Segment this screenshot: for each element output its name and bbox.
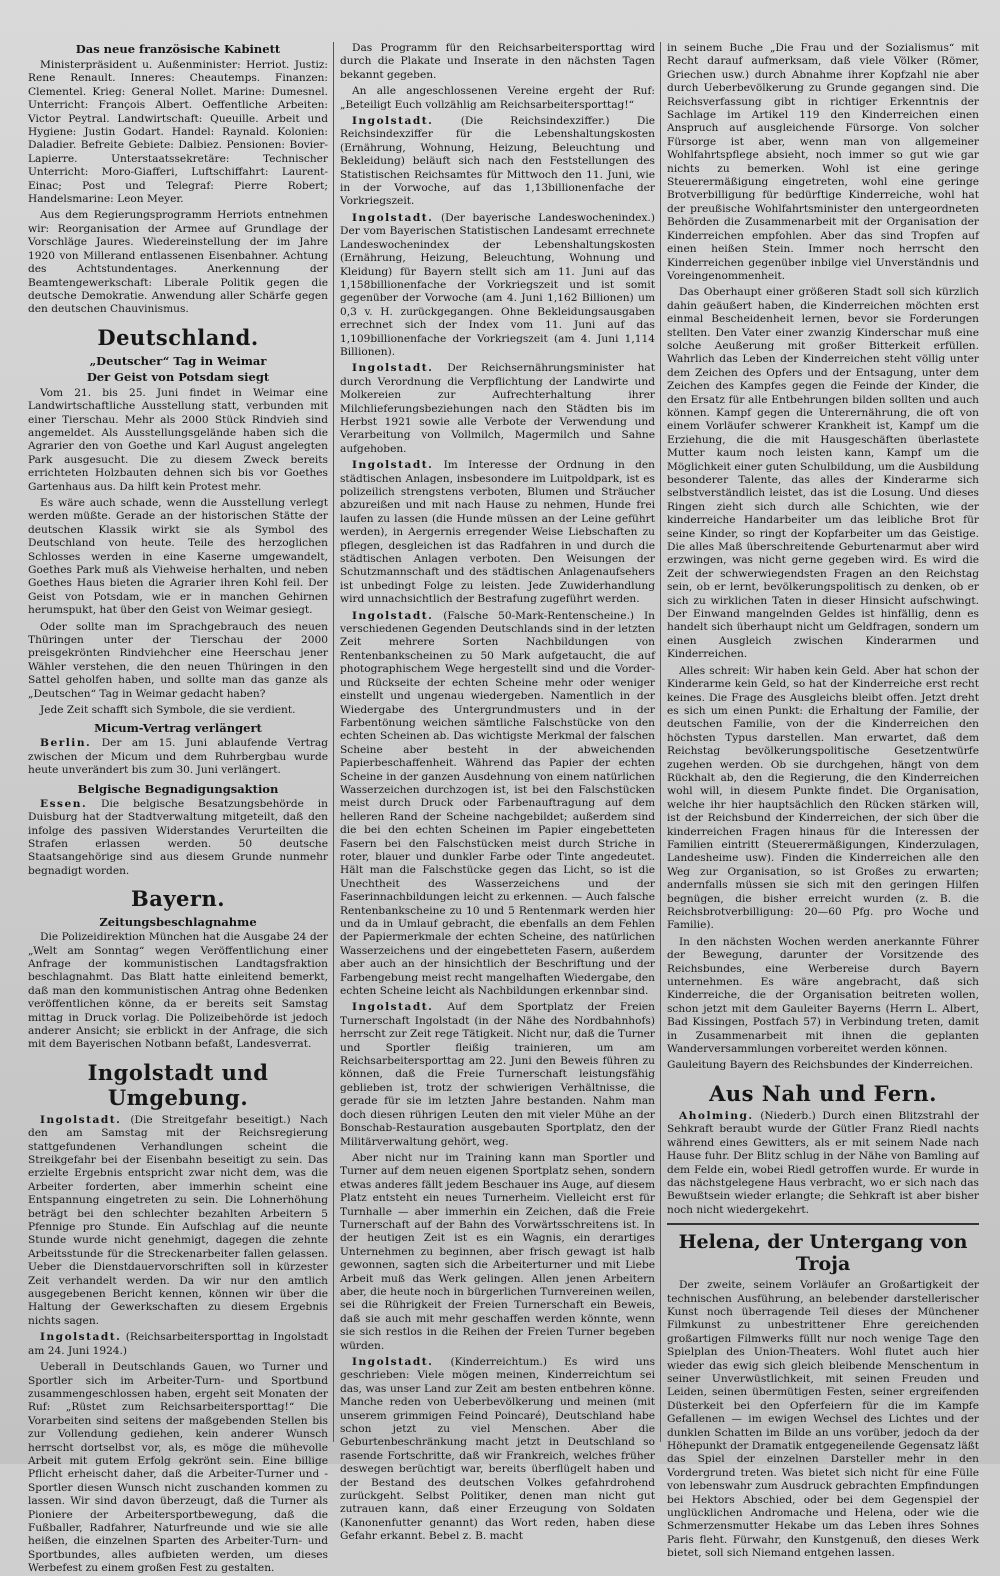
section-heading: Aus Nah und Fern. <box>709 1080 937 1106</box>
article-text: Die belgische Besatzungsbehörde in Duisburg hat der Stadtverwaltung mitgeteilt, daß den infolge des passiven Widerstandes Verurteilten die Strafen erlassen werden. 50 deutsche Staatsangehörige sind aus diesem Grunde nunmehr begnadigt worden. <box>28 797 328 877</box>
dateline: Ingolstadt. <box>352 1356 434 1368</box>
article-paragraph: In den nächsten Wochen werden anerkannte Führer der Bewegung, darunter der Vorsitzende des Reichsbundes, eine Werbereise durch Bayern unternehmen. Es wäre angebracht, daß sich Kinderreiche, die der Organisation beitreten wollen, schon jetzt mit dem Gauleiter Bayerns (Herrn L. Albert, Bad Kissingen, Postfach 57) in Verbindung treten, damit in Zusammenarbeit mit ihnen die geplanten Wanderversammlungen vorbereitet werden können. <box>667 935 979 1056</box>
dateline: Essen. <box>40 797 88 810</box>
article-heading: Belgische Begnadigungsaktion <box>77 781 279 796</box>
article-heading: „Deutscher“ Tag in Weimar <box>89 353 267 368</box>
article-subheading: Der Geist von Potsdam siegt <box>86 369 270 384</box>
article-paragraph <box>340 610 655 999</box>
article-heading: Micum-Vertrag verlängert <box>94 721 262 736</box>
article-paragraph: Das Programm für den Reichsarbeitersporttag wird durch die Plakate und Inserate in den nächsten Tagen bekannt gegeben. <box>340 42 655 81</box>
column-right <box>667 42 979 1560</box>
article-tag: (Falsche 50-Mark-Rentenscheine.) <box>443 609 635 622</box>
section-heading: Ingolstadt und Umgebung. <box>87 1059 269 1110</box>
dateline: Ingolstadt. <box>352 211 434 224</box>
article-tag: (Niederb.) <box>760 1109 816 1122</box>
article-paragraph <box>340 1001 655 1148</box>
article-paragraph: An alle angeschlossenen Vereine ergeht der Ruf: „Beteiligt Euch vollzählig am Reichsarbeitersporttag!“ <box>340 85 655 111</box>
article-text: Auf dem Sportplatz der Freien Turnerschaft Ingolstadt (in der Nähe des Nordbahnhofs) herrscht zur Zeit rege Tätigkeit. Nicht nur, daß die Turner und Sportler fleißig trainieren, um am Reichsarbeitersporttag am 22. Juni den Beweis führen zu können, daß die Freie Turnerschaft leistungsfähig geblieben ist, trotz der schwierigen Verhältnisse, die gerade für sie im letzten Jahre bestanden. Nahm man doch diesen rührigen Leuten den mit vieler Mühe an der Bonschab-Restauration ausgebauten Sportplatz, den der Militärverwaltung gehört, weg. <box>340 1001 655 1148</box>
article-paragraph: Die Polizeidirektion München hat die Ausgabe 24 der „Welt am Sonntag“ wegen Veröffentlichung einer Anfrage der kommunistischen Landtagsfraktion beschlagnahmt. Das Blatt hatte einleitend bemerkt, daß man den kommunistischen Antrag ohne Bedenken veröffentlichen könne, da er bereits seit Samstag mittag in Druck vorlag. Die Polizeibehörde ist jedoch anderer Ansicht; sie erblickt in der Anfrage, die sich mit dem Bayerischen Notbann befaßt, Landesverrat. <box>28 931 328 1051</box>
article-paragraph: Alles schreit: Wir haben kein Geld. Aber hat schon der Kinderarme kein Geld, so hat der Kinderreiche erst recht keines. Die Frage des Ausgleichs bleibt offen. Jetzt dreht es sich um einen Punkt: die Erhaltung der Familie, der deutschen Familie, von der die Kinderreichen den höchsten Typus darstellen. Man erwartet, daß dem Reichstag bevölkerungspolitische Gesetzentwürfe zugehen werden. Ob sie durchgehen, hängt von dem Rückhalt ab, den die Regierung, die den Kinderreichen wohl will, in diesem Punkte findet. Die Organisation, welche ihr hier hauptsächlich den Rücken stärken will, ist der Reichsbund der Kinderreichen, der sich über die kinderreichen Fragen hinaus für die Interessen der Familien eintritt (Steuerermäßigungen, Kinderzulagen, Landesheime usw). Finden die Kinderreichen alle den Weg zur Organisation, so ist Großes zu erwarten; andernfalls müssen sie sich mit den geringen Hilfen begnügen, die bisher erreicht wurden (z. B. die Reichsbrotverbilligung: 20—60 Pfg. pro Woche und Familie). <box>667 664 979 932</box>
article-paragraph: Der zweite, seinem Vorläufer an Großartigkeit der technischen Ausführung, an belebender darstellerischer Kunst noch überragende Teil dieses der Münchener Filmkunst zu unbestrittener Ehre gereichenden großartigen Filmwerks füllt nur noch wenige Tage den Spielplan des Union-Theaters. Wohl flutet auch hier wieder das ewig sich gleich bleibende Menschentum in seiner Unverwüstlichkeit, mit seinen Freuden und Leiden, seinen übermütigen Festen, seiner ergreifenden Düsterkeit bei den Opferfeiern für die im Kampfe Gefallenen — im ewigen Wechsel des Lichtes und der dunklen Schatten im Bilde an uns vorüber, jedoch da der Höhepunkt der Dramatik entgegeneilende Gegensatz läßt das Spiel der einzelnen Darsteller mehr in den Vordergrund treten. Was bietet sich nicht für eine Fülle von lebenswahr zum Ausdruck gebrachten Empfindungen bei Hektors Abschied, oder bei dem Gegenspiel der unglücklichen Andromache und Helena, oder wie die Schmerzensmutter Hekabe um das Leben ihres Sohnes Paris fleht. Fürwahr, den Kunstgenuß, den dieses Werk bietet, soll sich Niemand entgehen lassen. <box>667 1279 979 1560</box>
article-text: Nach den am Samstag mit der Reichsregierung stattgefundenen Verhandlungen scheint die Streikgefahr bei der Eisenbahn beseitigt zu sein. Das erzielte Ergebnis entspricht zwar nicht dem, was die Arbeiter forderten, aber immerhin scheint eine Entspannung eingetreten zu sein. Die Lohnerhöhung beträgt bei den schlechter bezahlten Arbeitern 5 Pfennige pro Stunde. Ein Aufschlag auf die neunte Stunde wurde nicht genehmigt, dagegen die zehnte Arbeitsstunde für die Streckenarbeiter fallen gelassen. Ueber die Dienstdauervorschriften soll in kürzester Zeit verhandelt werden. Da wir nur den amtlich ausgegebenen Bericht kennen, können wir über die Haltung der Gewerkschaften zu diesem Ergebnis nichts sagen. <box>28 1113 328 1327</box>
article-paragraph <box>28 798 328 878</box>
article-text: Durch einen Blitzstrahl der Sehkraft beraubt wurde der Gütler Franz Riedl nachts während eines Gewitters, als er mit seinem Nade nach Hause fuhr. Der Blitz schlug in der Nähe von Bamling auf dem Felde ein, wobei Riedl getroffen wurde. Er wurde in das nächstgelegene Haus verbracht, wo er sich nach das Bewußtsein wieder erlangte; die Sehkraft ist aber bisher noch nicht wiedergekehrt. <box>667 1109 979 1216</box>
film-review-title: Helena, der Untergang von Troja <box>678 1231 968 1276</box>
article-paragraph: Oder sollte man im Sprachgebrauch des neuen Thüringen unter der Tierschau der 2000 preisgekrönten Rindviehcher eine Heerschau jener Wähler verstehen, die den neuen Thüringen in den Sattel geholfen haben, und sollte man das ganze als „Deutschen“ Tag in Weimar gedacht haben? <box>28 620 328 700</box>
article-paragraph <box>28 1331 328 1358</box>
dateline: Ingolstadt. <box>352 362 434 375</box>
article-paragraph <box>340 459 655 606</box>
column-rule <box>333 42 334 1442</box>
article-text: Der am 15. Juni ablaufende Vertrag zwischen der Micum und dem Ruhrbergbau wurde heute unverändert bis zum 30. Juni verlängert. <box>28 737 328 777</box>
article-paragraph: Aber nicht nur im Training kann man Sportler und Turner auf dem neuen eigenen Sportplatz sehen, sondern etwas anderes fällt jedem Beschauer ins Auge, auf diesem Platz entsteht ein neues Turnerheim. Vielleicht erst für Turnhalle — aber immerhin ein Zeichen, daß die Freie Turnerschaft auf der Bahn des Vorwärtsschreitens ist. In der heutigen Zeit ist es ein Wagnis, ein derartiges Unternehmen zu beginnen, aber frisch gewagt ist halb gewonnen, sagten sich die Arbeiterturner und mit Liebe Arbeit muß das Werk gelingen. Allen jenen Arbeitern aber, die heute noch in bürgerlichen Turnvereinen weilen, sei die Rührigkeit der Freien Turnerschaft ein Beweis, daß sie auch mit mehr geschaffen werden könnte, wenn sie sich restlos in die Reihen der Freien Turner begeben würden. <box>340 1151 655 1352</box>
dateline: Ingolstadt. <box>352 1001 434 1014</box>
article-paragraph: Vom 21. bis 25. Juni findet in Weimar eine Landwirtschaftliche Ausstellung statt, verbunden mit einer Tierschau. Mehr als 2000 Stück Rindvieh sind angemeldet. Als Ausstellungsgelände haben sich die Agrarier den von Goethe und Karl August angelegten Park ausgesucht. Die zu diesem Zweck bereits errichteten Holzbauten dehnen sich bis vor Goethes Gartenhaus aus. Da hilft kein Protest mehr. <box>28 386 328 493</box>
column-left <box>28 42 328 1575</box>
article-text: Es wird uns geschrieben: Viele mögen meinen, Kinderreichtum sei das, was unser Land zur Zeit am besten entbehren könne. Manche reden von Ueberbevölkerung und meinen (mit unserem grimmigen Feind Poincaré), Deutschland habe schon jetzt zu viel Menschen. Aber die Geburtenbeschränkung macht jetzt in Deutschland so rasende Fortschritte, daß wir Frankreich, welches früher deswegen berüchtigt war, bereits überflügelt haben und der Bestand des deutschen Volkes gefahrdrohend zurückgeht. Selbst Politiker, denen man nicht gut zutrauen kann, daß einer Erzeugung von Soldaten (Kanonenfutter genannt) das Wort reden, haben diese Gefahr erkannt. Bebel z. B. macht <box>340 1356 656 1543</box>
article-paragraph <box>340 1356 655 1544</box>
article-text: Im Interesse der Ordnung in den städtischen Anlagen, insbesondere im Luitpoldpark, ist es polizeilich strengstens verboten, Blumen und Sträucher abzureißen und mit nach Hause zu nehmen, Hunde frei laufen zu lassen (die Hunde müssen an der Leine geführt werden), in Aergernis erregender Weise Liebschaften zu pflegen, desgleichen ist das Radfahren in und durch die städtischen Anlagen verboten. Den Weisungen der Schutzmannschaft und des städtischen Anlagenaufsehers ist unbedingt Folge zu leisten. Jede Zuwiderhandlung wird unnachsichtlich der Bestrafung zugeführt werden. <box>340 459 655 606</box>
article-paragraph: Das Oberhaupt einer größeren Stadt soll sich kürzlich dahin geäußert haben, die Kinderreichen möchten erst einmal Bescheidenheit lernen, bevor sie Forderungen stellten. Den Vater einer zwanzig Kinderschar muß eine solche Aeußerung mit großer Bitterkeit erfüllen. Wahrlich das Leben der Kinderreichen steht völlig unter dem Zeichen des Opfers und der Entsagung, unter dem Zeichen des Kampfes gegen die Feinde der Kinder, die den Ersatz für alle Entbehrungen bilden sollten und auch können. Kampf gegen die Unterernährung, die oft von einem Vorläufer schwerer Krankheit ist, Kampf um die Erziehung, die die mit Hausgeschäften überlastete Mutter kaum noch leisten kann, Kampf um die Möglichkeit einer guten Schulbildung, um die Ausbildung besonderer Talente, das alles der Kinderarme sich selbstverständlich leistet, das ist die Losung. Und dieses Ringen zieht sich durch alle Schichten, wie der kinderreiche Handarbeiter um das leibliche Brot für seine Kinder, so ringt der Kopfarbeiter um das Geistige. Die alles Maß überschreitende Geburtenarmut aber wird erzwingen, was nicht gerne gegeben wird. Es wird die Zeit der schwerwiegendsten Fragen an den Reichstag sein, ob er lernt, bevölkerungspolitisch zu denken, ob er sich zu wirklichen Taten in dieser Hinsicht aufschwingt. Der Einwand mangelnden Geldes ist hinfällig, denn es handelt sich überhaupt nicht um Geldfragen, sondern um einen Ausgleich zwischen Kinderarmen und Kinderreichen. <box>667 286 979 661</box>
article-text: Der Reichsernährungsminister hat durch Verordnung die Verpflichtung der Landwirte und Molkereien zur Aufrechterhaltung ihrer Milchlieferungsbeziehungen nach den Städten bis im Herbst 1921 sowie alle Verbote der Verwendung und Verarbeitung von Vollmilch, Magermilch und Sahne aufgehoben. <box>340 362 655 455</box>
article-paragraph <box>340 115 655 209</box>
article-paragraph: in seinem Buche „Die Frau und der Sozialismus“ mit Recht darauf aufmerksam, daß viele Völker (Römer, Griechen usw.) durch Abnahme ihrer Kopfzahl nie aber durch Ueberbevölkerung zu Grunde gegangen sind. Die Reichsverfassung gibt in richtiger Erkenntnis der Sachlage im Artikel 119 den Kinderreichen einen Anspruch auf ausgleichende Fürsorge. Von solcher Fürsorge ist aber, wenn man von allgemeiner Wohlfahrtspflege absieht, noch immer so gut wie gar nichts zu bemerken. Wohl ist eine geringe Steuerermäßigung eingetreten, wohl eine geringe Brotverbilligung für bedürftige Kinderreiche, wohl hat der preußische Wohlfahrtsminister den untergeordneten Behörden die Zusammenarbeit mit der Organisation der Kinderreichen empfohlen. Aber das sind Tropfen auf einen heißen Stein. Immer noch herrscht den Kinderreichen gegenüber inbilge viel Unverständnis und Voreingenommenheit. <box>667 42 979 282</box>
article-paragraph <box>340 212 655 359</box>
dateline: Aholming. <box>679 1109 754 1122</box>
article-paragraph <box>667 1110 979 1217</box>
article-paragraph: Ministerpräsident u. Außenminister: Herriot. Justiz: Rene Renault. Inneres: Cheautemps. Finanzen: Clementel. Krieg: General Nollet. Marine: Dumesnel. Unterricht: François Albert. Oeffentliche Arbeiten: Victor Peytral. Landwirtschaft: Queuille. Arbeit und Hygiene: Justin Godart. Handel: Raynald. Kolonien: Daladier. Befreite Gebiete: Dalbiez. Pensionen: Bovier-Lapierre. Unterstaatssekretäre: Technischer Unterricht: Moro-Giafferi, Luftschiffahrt: Laurent-Einac; Post und Telegraf: Pierre Robert; Handelsmarine: Leon Meyer. <box>28 59 328 206</box>
dateline: Ingolstadt. <box>40 1331 122 1344</box>
article-paragraph <box>340 362 655 456</box>
article-paragraph: Ueberall in Deutschlands Gauen, wo Turner und Sportler sich im Arbeiter-Turn- und Sportbund zusammengeschlossen haben, ergeht seit Monaten der Ruf: „Rüstet zum Reichsarbeitersporttag!“ Die Vorarbeiten sind seitens der maßgebenden Stellen bis zur Vollendung gediehen, kein anderer Wunsch herrscht dortselbst vor, als, es möge die mühevolle Arbeit mit gutem Erfolg gekrönt sein. Eine billige Pflicht erheischt daher, daß die Arbeiter-Turner und -Sportler diesen Wunsch nicht zuschanden kommen zu lassen. Wir sind davon überzeugt, daß die Turner als Pioniere der Arbeitersportbewegung, daß die Fußballer, Radfahrer, Naturfreunde und wie sie alle heißen, die einzelnen Sparten des Arbeiter-Turn- und Sportbundes, alles aufbieten werden, um dieses Werbefest zu einem großen Fest zu gestalten. <box>28 1361 328 1575</box>
section-heading: Deutschland. <box>97 324 259 350</box>
article-paragraph: Jede Zeit schafft sich Symbole, die sie verdient. <box>40 704 296 717</box>
section-divider <box>667 1223 979 1225</box>
section-heading: Bayern. <box>130 886 226 912</box>
article-heading: Zeitungsbeschlagnahme <box>99 915 257 930</box>
article-text: Die Reichsindexziffer für die Lebenshaltungskosten (Ernährung, Wohnung, Heizung, Beleuchtung und Bekleidung) beläuft sich nach den Feststellungen des Statistischen Reichsamtes für Mittwoch den 11. Juni, wie in der Vorwoche, auf das 1,13billionenfache der Vorkriegszeit. <box>340 115 655 208</box>
article-tag: (Die Reichsindexziffer.) <box>460 115 610 128</box>
article-paragraph: Aus dem Regierungsprogramm Herriots entnehmen wir: Reorganisation der Armee auf Grundlage der Vorschläge Jaures. Wiedereinstellung der im Jahre 1920 von Millerand entlassenen Eisenbahner. Achtung des Achtstundentages. Anerkennung der Beamtengewerkschaft: Liberale Politik gegen die deutsche Demokratie. Anwendung aller Schärfe gegen den deutschen Chauvinismus. <box>28 209 328 316</box>
article-tag: (Reichsarbeitersporttag in Ingolstadt am 24. Juni 1924.) <box>28 1331 328 1357</box>
dateline: Ingolstadt. <box>352 115 434 128</box>
column-rule <box>660 42 661 1442</box>
article-signoff: Gauleitung Bayern des Reichsbundes der Kinderreichen. <box>667 1059 973 1072</box>
article-paragraph <box>28 737 328 777</box>
article-heading: Das neue französische Kabinett <box>75 42 281 56</box>
dateline: Ingolstadt. <box>352 459 434 472</box>
dateline: Berlin. <box>40 737 92 750</box>
article-text: Der vom Bayerischen Statistischen Landesamt errechnete Landeswochenindex der Lebenshaltungskosten (Ernährung, Heizung, Beleuchtung, Wohnung und Kleidung) für Bayern stellt sich am 11. Juni auf das 1,158billionenfache der Vorkriegszeit und ist somit gegenüber der Vorwoche (am 4. Juni 1,162 Billionen) um 0,3 v. H. zurückgegangen. Ohne Bekleidungsausgaben errechnet sich der Index vom 11. Juni auf das 1,109billionenfache der Vorkriegszeit (am 4. Juni 1,114 Billionen). <box>340 225 655 358</box>
article-paragraph: Es wäre auch schade, wenn die Ausstellung verlegt werden müßte. Gerade an der historischen Stätte der deutschen Klassik wirkt sie als Symbol des Deutschland von heute. Teile des herzoglichen Schlosses werden in eine Kaserne umgewandelt, Goethes Park muß als Viehweise herhalten, und neben Goethes Haus bieten die Agrarier ihren Kohl feil. Der Geist von Potsdam, wie er in manchen Gehirnen herumspukt, hat über den Geist von Weimar gesiegt. <box>28 496 328 617</box>
article-text: In verschiedenen Gegenden Deutschlands sind in der letzten Zeit mehrere Sorten Nachbildungen von Rentenbankscheinen zu 50 Mark aufgetaucht, die auf photographischem Wege hergestellt sind und die Vorder- und Rückseite der echten Scheine mehr oder weniger einstellt und ungenau wiedergeben. Namentlich in der Wiedergabe des Untergrundmusters und in der Farbentönung weichen sämtliche Falschstücke von den echten Scheinen ab. Das wichtigste Merkmal der falschen Scheine aber besteht in der abweichenden Papierbeschaffenheit. Während das Papier der echten Scheine in der ganzen Ausdehnung von einem natürlichen Wasserzeichen durchzogen ist, ist bei den Falschstücken meist durch Druck oder Farbenauftragung auf dem helleren Rand der Scheine nachgebildet; außerdem sind die bei den echten Scheinen im Papier eingebetteten Fasern bei den Falschstücken meist durch Striche in roter, blauer und dunkler Farbe oder Tinte angedeutet. Hält man die Falschstücke gegen das Licht, so ist die Unechtheit des Wasserzeichens und der Faserinnachbildungen leicht zu erkennen. — Auch falsche Rentenbankscheine zu 10 und 5 Rentenmark werden hier und da in Umlauf gebracht, die ebenfalls an dem Fehlen der Papiermerkmale der echten Scheine, des natürlichen Wasserzeichens und der eingebetteten Fasern, außerdem aber auch an der hinsichtlich der Beschriftung und der Farbengebung meist recht mangelhaften Wiedergabe, den echten Scheine leicht als Nachbildungen erkennbar sind. <box>340 609 655 998</box>
article-tag: (Der bayerische Landeswochenindex.) <box>440 211 656 224</box>
column-middle <box>340 42 656 1543</box>
article-tag: (Die Streitgefahr beseitigt.) <box>130 1113 291 1126</box>
article-paragraph <box>28 1114 328 1329</box>
dateline: Ingolstadt. <box>40 1113 122 1126</box>
article-tag: (Kinderreichtum.) <box>450 1356 548 1368</box>
dateline: Ingolstadt. <box>352 609 434 622</box>
